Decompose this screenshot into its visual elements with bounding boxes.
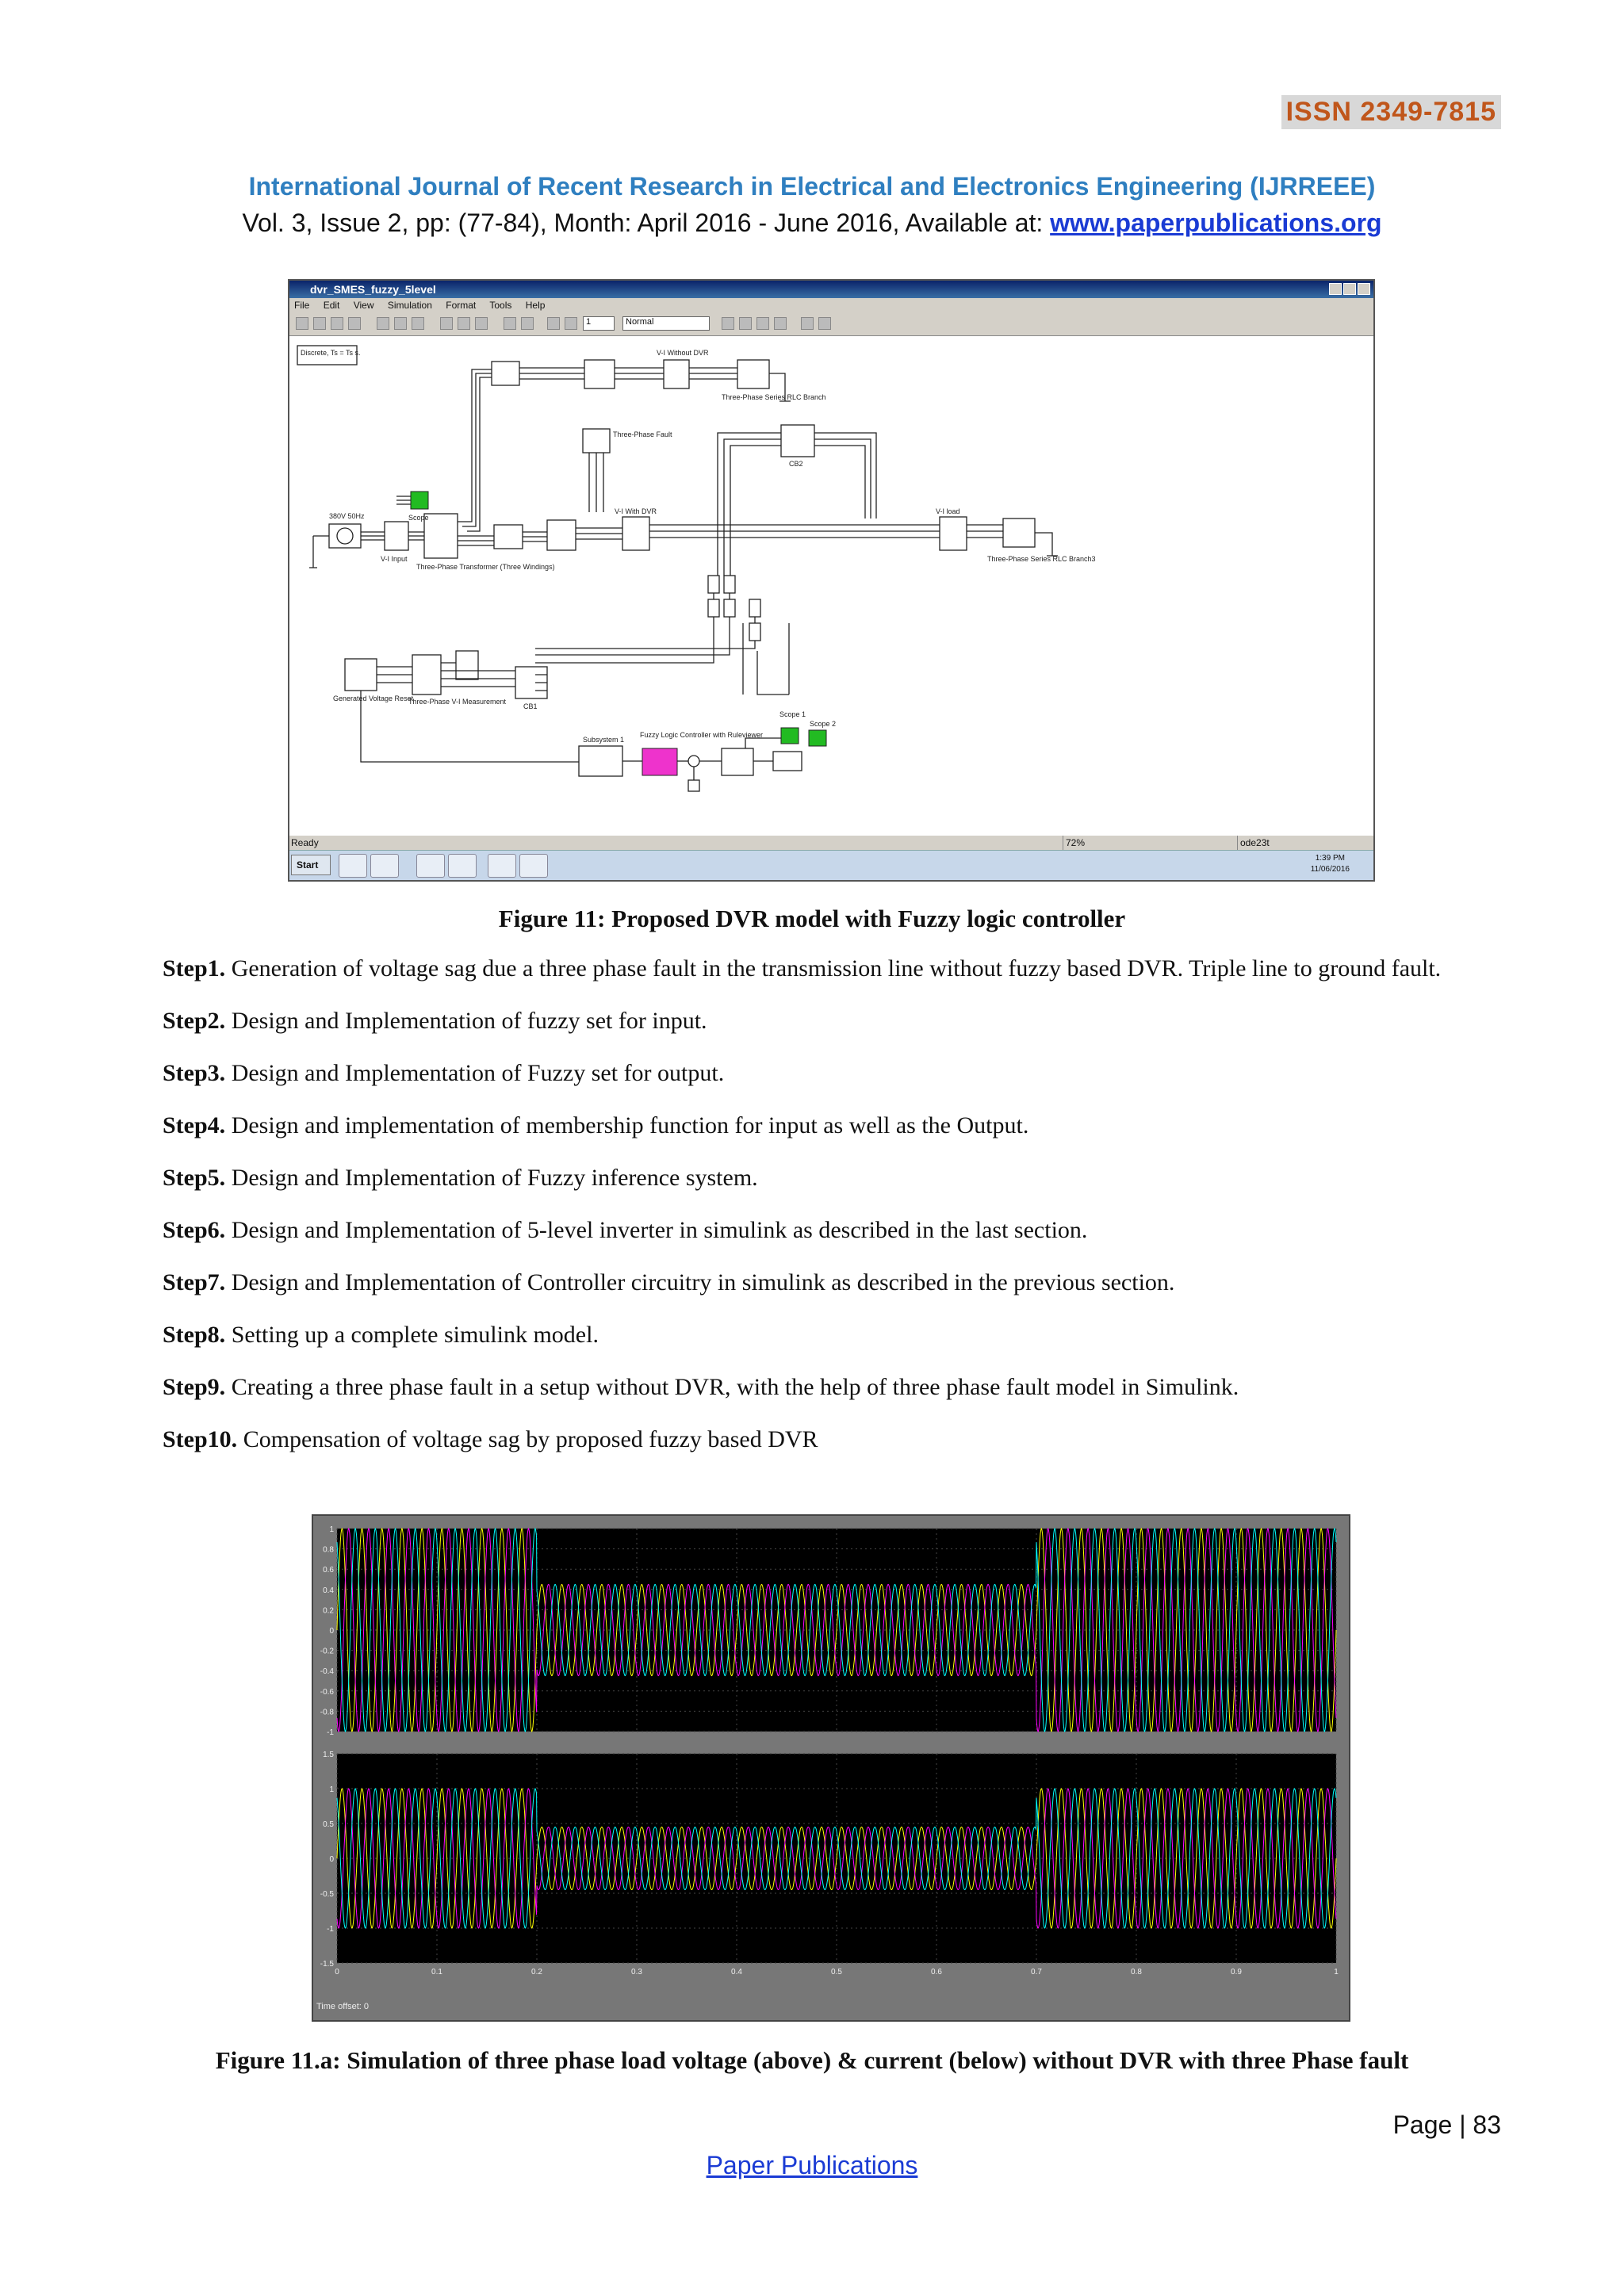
step-text: Design and Implementation of Fuzzy set for output. [225,1060,725,1086]
open-icon[interactable] [313,317,326,330]
scope2-block[interactable] [809,730,826,746]
magnifier-icon[interactable] [370,854,399,878]
meas-demux-block[interactable] [456,651,478,679]
issn-badge: ISSN 2349-7815 [1281,95,1501,129]
step-item [163,1370,1503,1405]
explorer-icon[interactable] [774,317,787,330]
scope2-label: Scope 2 [810,720,837,728]
simulink-screenshot [288,279,1375,882]
step-text: Setting up a complete simulink model. [225,1322,599,1348]
vi-meas-block[interactable] [412,655,441,695]
y-tick-label: 1 [329,1525,334,1534]
y-tick-label: -0.2 [320,1647,334,1656]
transformer-block[interactable] [424,514,458,558]
vi-with-dvr-label: V-I With DVR [615,507,657,515]
print-icon[interactable] [348,317,361,330]
acrobat-icon[interactable] [488,854,516,878]
rl-mid-block[interactable] [494,525,523,549]
zoom-level: 72% [1063,836,1122,850]
website-link[interactable]: www.paperpublications.org [1050,209,1382,237]
ref-block[interactable] [345,659,377,691]
steps-list [163,951,1503,1475]
status-bar [289,836,1373,850]
series-xfmr-b[interactable] [724,576,735,593]
back-icon[interactable] [440,317,453,330]
gain-block[interactable] [773,752,802,771]
debug-icon[interactable] [801,317,814,330]
series-xfmr-d[interactable] [724,599,735,617]
step-item [163,1108,1503,1143]
scope-plots [313,1516,1349,2020]
step-text: Creating a three phase fault in a setup without DVR, with the help of three phase fault model in Simulink. [225,1374,1239,1400]
y-tick-label: -0.8 [320,1708,334,1717]
menu-view[interactable]: View [353,300,374,311]
step-text: Design and Implementation of Fuzzy inference system. [225,1165,758,1191]
clock-time: 1:39 PM [1315,854,1345,863]
forward-icon[interactable] [458,317,470,330]
menu-file[interactable]: File [294,300,310,311]
y-tick-label: 0.4 [323,1586,334,1595]
volume-line [0,209,1624,238]
step-label: Step8. [163,1322,226,1348]
subsystem-block[interactable] [579,746,622,776]
copy-icon[interactable] [394,317,407,330]
powergui-label: Discrete, Ts = Ts s. [301,349,361,357]
stop-icon[interactable] [565,317,577,330]
system-clock [1311,853,1350,875]
clock-date: 11/06/2016 [1310,865,1350,874]
step-label: Step5. [163,1165,226,1191]
step-label: Step7. [163,1269,226,1295]
y-tick-label: 1.5 [323,1751,334,1759]
start-button[interactable] [291,855,331,875]
line-top-block[interactable] [584,360,615,388]
run-icon[interactable] [547,317,560,330]
scope-block[interactable] [411,492,428,509]
y-tick-label: 0.8 [323,1545,334,1555]
sim-mode-select[interactable]: Normal [622,316,710,331]
time-offset-label: Time offset: 0 [316,2002,370,2011]
rlc-load-block[interactable] [1003,519,1035,547]
x-tick-label: 0.8 [1131,1968,1142,1976]
vi-without-dvr-label: V-I Without DVR [657,349,709,357]
vi-with-dvr-block[interactable] [622,517,649,550]
menu-simulation[interactable]: Simulation [387,300,432,311]
step-item [163,1004,1503,1039]
cb2-label: CB2 [789,460,803,468]
step-text: Design and Implementation of fuzzy set for input. [225,1008,707,1034]
sum-block[interactable] [688,756,699,767]
step-label: Step9. [163,1374,226,1400]
paste-icon[interactable] [412,317,424,330]
y-tick-label: 0 [329,1627,334,1636]
x-tick-label: 0.6 [931,1968,942,1976]
step-text: Design and Implementation of 5-level inverter in simulink as described in the last section. [225,1217,1088,1243]
volume-text: Vol. 3, Issue 2, pp: (77-84), Month: April 2016 - June 2016, Available at: [242,209,1051,237]
menu-tools[interactable]: Tools [489,300,512,311]
const-block[interactable] [688,780,699,791]
undo-icon[interactable] [504,317,516,330]
x-tick-label: 0.1 [431,1968,442,1976]
figure-11a-caption: Figure 11.a: Simulation of three phase load voltage (above) & current (below) without DVR with three Phase fault [215,2046,1409,2074]
window-titlebar [289,281,1373,298]
x-tick-label: 0.3 [631,1968,642,1976]
step-text: Generation of voltage sag due a three phase fault in the transmission line without fuzzy based DVR. Triple line to ground fault. [225,955,1442,982]
new-icon[interactable] [296,317,308,330]
series-xfmr-a[interactable] [708,576,719,593]
y-tick-label: -0.5 [320,1890,334,1899]
fault-block[interactable] [583,429,610,453]
rl-top-block[interactable] [492,362,519,385]
x-tick-label: 0 [335,1968,339,1976]
save-icon[interactable] [331,317,343,330]
cut-icon[interactable] [377,317,389,330]
x-tick-label: 0.4 [731,1968,742,1976]
step-item [163,1161,1503,1196]
menu-edit[interactable]: Edit [323,300,340,311]
window-title: dvr_SMES_fuzzy_5level [310,283,436,296]
stop-time-input[interactable]: 1 [583,316,615,331]
matlab-icon[interactable] [519,854,548,878]
step-item [163,1318,1503,1353]
step-label: Step4. [163,1112,226,1138]
x-tick-label: 0.2 [531,1968,542,1976]
y-tick-label: -1 [327,1925,334,1934]
rlc-top-label: Three-Phase Series RLC Branch [722,393,826,401]
scope-label: Scope [408,514,429,522]
x-tick-label: 0.7 [1031,1968,1042,1976]
step-text: Design and implementation of membership function for input as well as the Output. [225,1112,1029,1138]
start-label: Start [297,859,319,871]
cb1-label: CB1 [523,702,538,710]
step-text: Design and Implementation of Controller circuitry in simulink as described in the previous section. [225,1269,1175,1295]
footer [0,2151,1624,2180]
step-item [163,1265,1503,1300]
step-label: Step10. [163,1426,238,1452]
page-number: Page | 83 [1392,2110,1501,2139]
subsystem-label: Subsystem 1 [583,736,625,744]
journal-title: International Journal of Recent Research in Electrical and Electronics Engineering (IJRREEE) [248,172,1376,201]
transformer-label: Three-Phase Transformer (Three Windings) [416,563,555,571]
menu-bar [289,298,1373,312]
x-tick-label: 0.5 [831,1968,842,1976]
series-xfmr-e[interactable] [749,599,760,617]
vi-input-block[interactable] [385,522,408,550]
step-item [163,1422,1503,1457]
toolbar [289,312,1373,336]
fuzzy-label: Fuzzy Logic Controller with Ruleviewer [640,731,764,739]
publisher-link[interactable]: Paper Publications [706,2151,918,2179]
series-xfmr-f[interactable] [749,623,760,641]
x-tick-label: 0.9 [1231,1968,1242,1976]
word-icon[interactable] [448,854,477,878]
redo-icon[interactable] [521,317,534,330]
step-label: Step1. [163,955,226,982]
source-label: 380V 50Hz [329,512,365,520]
y-tick-label: 0.6 [323,1566,334,1575]
figure-11-caption: Figure 11: Proposed DVR model with Fuzzy logic controller [498,905,1126,932]
step-item [163,951,1503,986]
step-text: Compensation of voltage sag by proposed fuzzy based DVR [237,1426,818,1452]
fault-label: Three-Phase Fault [613,430,672,438]
rlc-top-block[interactable] [737,360,769,388]
step-label: Step2. [163,1008,226,1034]
scope-figure [312,1514,1350,2022]
block-diagram [289,338,1373,835]
y-tick-label: 1 [329,1785,334,1794]
library-icon[interactable] [756,317,769,330]
build-icon[interactable] [722,317,734,330]
vi-meas-label: Three-Phase V-I Measurement [408,698,507,706]
maximize-icon[interactable] [1343,283,1356,295]
menu-help[interactable]: Help [525,300,546,311]
pwm-block[interactable] [722,748,753,775]
record-icon[interactable] [818,317,831,330]
step-label: Step6. [163,1217,226,1243]
vi-without-dvr-block[interactable] [664,360,689,388]
taskbar [289,850,1373,880]
model-canvas [289,338,1373,835]
line-mid-block[interactable] [547,520,576,550]
folder-icon[interactable] [416,854,445,878]
y-tick-label: -0.4 [320,1667,334,1677]
y-tick-label: 0.5 [323,1820,334,1829]
close-icon[interactable] [1358,283,1370,295]
scope1-label: Scope 1 [779,710,806,718]
up-icon[interactable] [475,317,488,330]
fuzzy-block[interactable] [642,748,677,775]
firefox-icon[interactable] [339,854,367,878]
y-tick-label: -0.6 [320,1687,334,1697]
scope1-block[interactable] [781,728,799,744]
step-item [163,1056,1503,1091]
series-xfmr-c[interactable] [708,599,719,617]
y-tick-label: -1.5 [320,1960,334,1969]
step-label: Step3. [163,1060,226,1086]
cb2-block[interactable] [781,425,814,457]
vi-input-label: V-I Input [381,555,408,563]
rlc-load-label: Three-Phase Series RLC Branch3 [987,555,1096,563]
solver-name: ode23t [1237,836,1270,850]
step-item [163,1213,1503,1248]
minimize-icon[interactable] [1329,283,1342,295]
menu-format[interactable]: Format [446,300,477,311]
y-tick-label: 0.2 [323,1606,334,1616]
y-tick-label: 0 [329,1855,334,1864]
status-text: Ready [291,837,319,848]
update-icon[interactable] [739,317,752,330]
ref-label: Generated Voltage Reset [333,695,414,702]
vi-load-block[interactable] [940,517,967,550]
vi-load-label: V-I load [936,507,960,515]
x-tick-label: 1 [1334,1968,1339,1976]
y-tick-label: -1 [327,1728,334,1737]
